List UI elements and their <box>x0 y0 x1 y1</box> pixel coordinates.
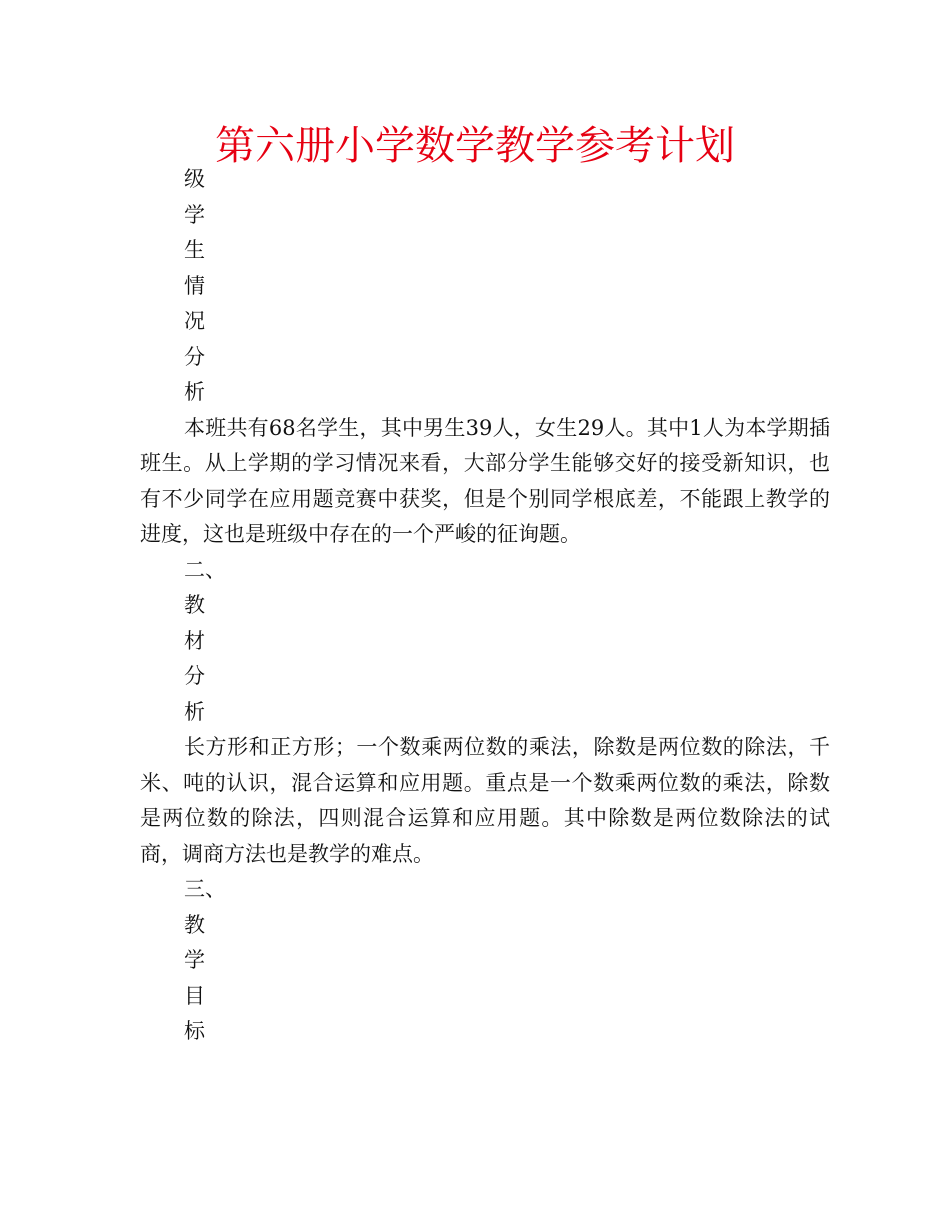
section-paragraph: 长方形和正方形；一个数乘两位数的乘法，除数是两位数的除法，千米、吨的认识，混合运算和应用题。重点是一个数乘两位数的乘法，除数是两位数的除法，四则混合运算和应用题。其中除数是两位数除法的试商，调商方法也是教学的难点。 <box>140 735 830 866</box>
heading-char: 生 <box>184 238 205 262</box>
section-heading-vertical <box>140 553 830 731</box>
section-heading-vertical <box>140 872 830 1050</box>
heading-char: 标 <box>184 1019 205 1043</box>
heading-char: 学 <box>184 202 205 227</box>
heading-char: 况 <box>184 309 205 333</box>
document-body <box>140 162 830 1050</box>
section-student-analysis <box>140 162 830 553</box>
heading-char: 二、 <box>184 557 226 582</box>
heading-char: 材 <box>184 628 205 653</box>
heading-char: 教 <box>184 912 205 937</box>
document-title: 第六册小学数学教学参考计划 <box>215 123 735 169</box>
heading-char: 析 <box>184 380 205 404</box>
heading-char: 级 <box>184 167 205 191</box>
section-textbook-analysis <box>140 553 830 873</box>
heading-char: 分 <box>184 664 205 688</box>
section-paragraph: 本班共有68名学生，其中男生39人，女生29人。其中1人为本学期插班生。从上学期的学习情况来看，大部分学生能够交好的接受新知识，也有不少同学在应用题竞赛中获奖，但是个别同学根底差，不能跟上教学的进度，这也是班级中存在的一个严峻的征询题。 <box>140 415 830 546</box>
heading-char: 目 <box>184 983 205 1008</box>
heading-char: 教 <box>184 593 205 617</box>
section-heading-vertical <box>140 162 830 411</box>
heading-char: 学 <box>184 948 205 972</box>
heading-char: 三、 <box>184 877 226 901</box>
section-teaching-goals <box>140 872 830 1050</box>
heading-char: 分 <box>184 344 205 369</box>
heading-char: 析 <box>184 699 205 724</box>
heading-char: 情 <box>184 273 205 298</box>
